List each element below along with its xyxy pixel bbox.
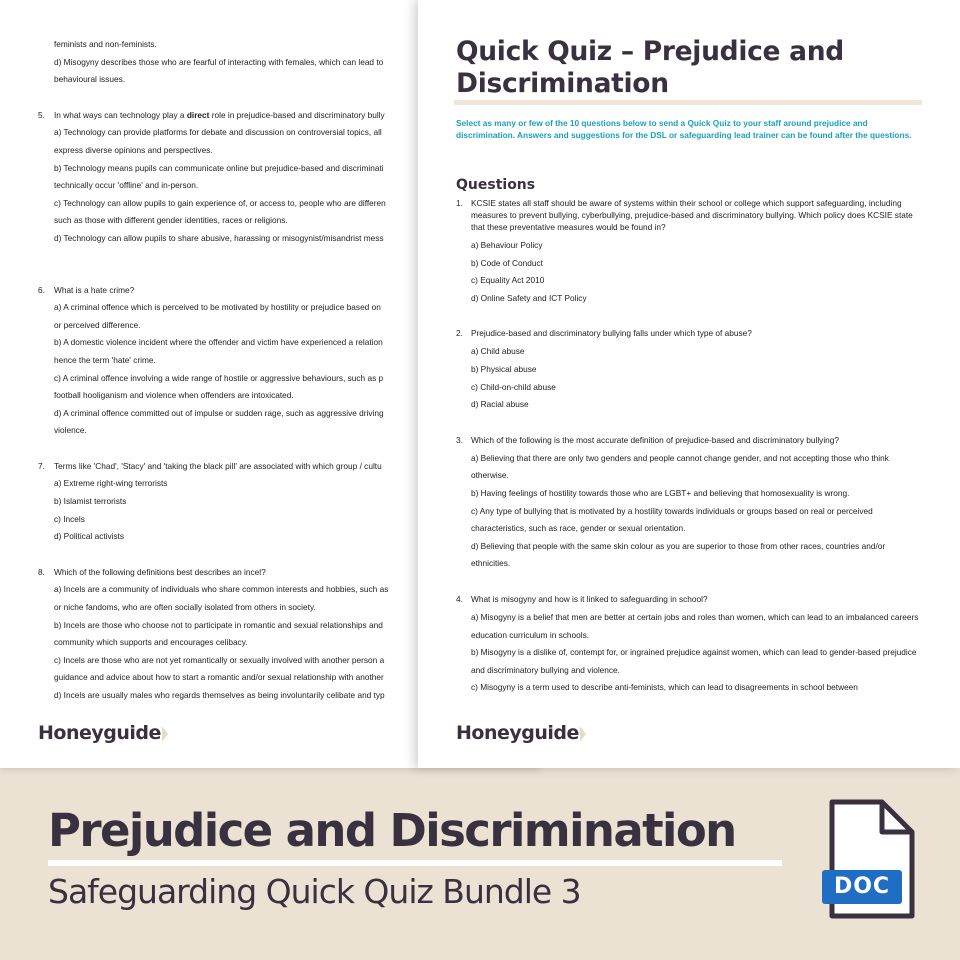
option-line: guidance and advice about how to start a romantic and/or sexual relationship with another: [54, 672, 384, 683]
text-line: feminists and non-feminists.: [54, 39, 157, 49]
text-line: d) Misogyny describes those who are fearful of interacting with females, which can lead to: [54, 56, 384, 67]
option-line: a) Believing that there are only two genders and people cannot change gender, and not accepting those who think otherwise.: [471, 452, 889, 481]
honeyguide-logo: Honeyguide: [38, 722, 168, 744]
question-1: [456, 197, 926, 233]
option-line: b) Having feelings of hostility towards those who are LGBT+ and believing that homosexuality is wrong.: [471, 487, 850, 498]
option-line: b) Physical abuse: [471, 363, 537, 374]
option-line: b) Code of Conduct: [471, 257, 543, 268]
option-line: b) Incels are those who choose not to participate in romantic and sexual relationships and: [54, 619, 383, 630]
option-line: a) Technology can provide platforms for debate and discussion on controversial topics, all: [54, 127, 382, 138]
question-text: What is a hate crime?: [54, 284, 135, 295]
option-line: d) A criminal offence committed out of impulse or sudden rage, such as aggressive driving: [54, 407, 384, 418]
question-text: Terms like 'Chad', 'Stacy' and 'taking the black pill' are associated with which group / cultu: [54, 460, 382, 471]
option-line: c) Any type of bullying that is motivated by a hostility towards individuals or groups based on real or perceived characteristics, such as race, gender or sexual orientation.: [471, 505, 873, 534]
question-text: Prejudice-based and discriminatory bullying falls under which type of abuse?: [471, 328, 752, 339]
option-line: d) Political activists: [54, 531, 125, 542]
option-line: d) Online Safety and ICT Policy: [471, 292, 587, 303]
option-line: c) Incels: [54, 513, 85, 524]
question-4: [456, 593, 926, 605]
question-text: Which of the following is the most accurate definition of prejudice-based and discriminatory bullying?: [471, 434, 840, 445]
question-number: 8.: [38, 566, 45, 577]
product-title: Prejudice and Discrimination: [48, 804, 736, 857]
option-line: c) Equality Act 2010: [471, 275, 545, 286]
option-line: b) A domestic violence incident where the offender and victim have experienced a relation: [54, 337, 383, 348]
question-number: 5.: [38, 109, 45, 120]
option-line: a) Misogyny is a belief that men are better at certain jobs and roles than women, which can lead to an imbalanced careers education curriculum in schools.: [471, 611, 919, 640]
logo-chevron-icon: [580, 726, 586, 742]
question-text: Which of the following definitions best describes an incel?: [54, 566, 266, 577]
option-line: c) Incels are those who are not yet romantically or sexually involved with another person a: [54, 654, 385, 665]
option-line: technically occur 'offline' and in-person.: [54, 180, 199, 191]
question-list: [456, 197, 926, 697]
option-line: d) Technology can allow pupils to share abusive, harassing or misogynist/misandrist mess: [54, 232, 384, 243]
option-line: b) Misogyny is a dislike of, contempt for, or ingrained prejudice against women, which can lead to gender-based prejudice and discriminatory bullying and violence.: [471, 647, 917, 675]
option-line: express diverse opinions and perspectives.: [54, 144, 213, 155]
option-line: b) Technology means pupils can communicate online but prejudice-based and discriminati: [54, 162, 384, 173]
option-line: or niche fandoms, who are often socially isolated from others in society.: [54, 602, 316, 613]
question-number: 4.: [456, 593, 463, 604]
question-3: [456, 434, 926, 446]
page-title: Quick Quiz – Prejudice and Discrimination: [456, 36, 844, 99]
option-line: football hooliganism and violence when offenders are intoxicated.: [54, 390, 294, 401]
option-line: violence.: [54, 425, 87, 436]
option-line: d) Racial abuse: [471, 399, 529, 410]
option-line: a) A criminal offence which is perceived to be motivated by hostility or prejudice based on: [54, 302, 381, 313]
question-number: 2.: [456, 328, 463, 339]
text-line: behavioural issues.: [54, 74, 126, 85]
question-text: KCSIE states all staff should be aware of systems within their school or college which support safeguarding, including measures to prevent bullying, cyberbullying, prejudice-based and discriminatory bullying. Which policy does KCSIE state that these preventative measures would be found in?: [471, 198, 913, 232]
option-line: d) Believing that people with the same skin colour as you are superior to those from other races, countries and/or ethnicities.: [471, 540, 886, 569]
option-line: a) Extreme right-wing terrorists: [54, 478, 168, 489]
title-underline: [48, 860, 782, 866]
option-line: such as those with different gender identities, races or religions.: [54, 215, 288, 226]
option-line: c) Technology can allow pupils to gain experience of, or access to, people who are differen: [54, 197, 386, 208]
intro-text: Select as many or few of the 10 questions below to send a Quick Quiz to your staff around prejudice and discrimination. Answers and suggestions for the DSL or safeguarding lead trainer can be found after the questions.: [456, 118, 912, 140]
title-divider: [454, 100, 922, 105]
honeyguide-logo: Honeyguide: [456, 722, 586, 744]
question-number: 1.: [456, 198, 463, 208]
question-number: 3.: [456, 434, 463, 445]
logo-chevron-icon: [162, 726, 168, 742]
doc-format-badge: DOC: [822, 870, 902, 904]
option-line: c) Misogyny is a term used to describe anti-feminists, which can lead to disagreements in school between: [471, 682, 858, 693]
front-document-page: [418, 0, 960, 768]
question-number: 6.: [38, 284, 45, 295]
option-line: hence the term 'hate' crime.: [54, 354, 156, 365]
product-subtitle: Safeguarding Quick Quiz Bundle 3: [48, 872, 581, 911]
option-line: a) Behaviour Policy: [471, 240, 543, 250]
option-line: c) A criminal offence involving a wide range of hostile or aggressive behaviours, such as p: [54, 372, 384, 383]
option-line: community which supports and encourages celibacy.: [54, 637, 248, 648]
option-line: or perceived difference.: [54, 319, 141, 330]
option-line: b) Islamist terrorists: [54, 496, 127, 507]
option-line: a) Incels are a community of individuals who share common interests and hobbies, such as: [54, 584, 389, 595]
question-number: 7.: [38, 460, 45, 471]
question-2: [456, 327, 926, 339]
questions-heading: Questions: [456, 177, 536, 193]
option-line: a) Child abuse: [471, 346, 525, 357]
option-line: c) Child-on-child abuse: [471, 381, 556, 392]
question-text: What is misogyny and how is it linked to safeguarding in school?: [471, 593, 708, 604]
question-text: In what ways can technology play a direct role in prejudice-based and discriminatory bully: [54, 109, 385, 120]
option-line: d) Incels are usually males who regards themselves as being involuntarily celibate and typ: [54, 690, 385, 700]
